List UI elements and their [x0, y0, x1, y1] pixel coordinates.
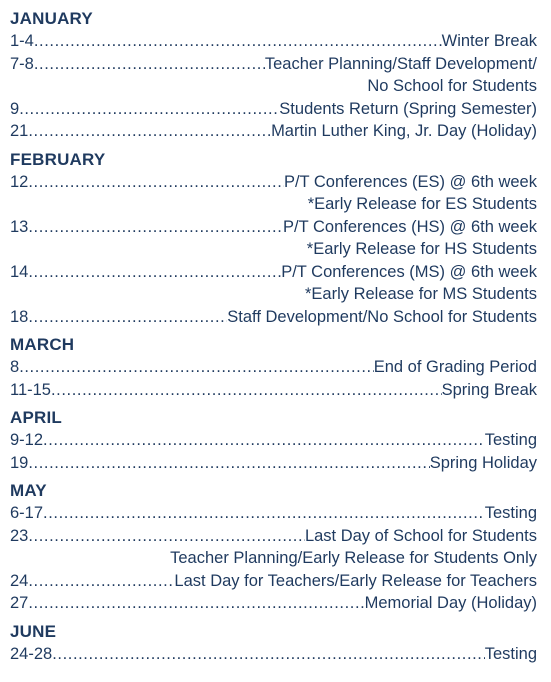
entry-continuation: Teacher Planning/Early Release for Students Only [170, 549, 537, 567]
school-calendar [10, 8, 537, 665]
calendar-entry [10, 570, 537, 593]
calendar-entry [10, 356, 537, 379]
entry-description: Martin Luther King, Jr. Day (Holiday) [271, 122, 537, 140]
entry-date: 12 [10, 172, 29, 191]
month-section [10, 621, 537, 666]
calendar-entry [10, 53, 537, 76]
month-heading: JUNE [10, 621, 57, 641]
entry-description: Testing [484, 504, 537, 522]
entry-continuation: *Early Release for MS Students [304, 285, 537, 303]
entry-description: Memorial Day (Holiday) [364, 594, 537, 612]
dot-leader [43, 502, 485, 525]
month-section [10, 8, 537, 143]
calendar-entry [10, 120, 537, 143]
entry-description: P/T Conferences (HS) @ 6th week [283, 217, 537, 236]
month-section [10, 334, 537, 401]
entry-description: Spring Holiday [429, 453, 537, 472]
dot-leader [28, 452, 429, 475]
entry-continuation: *Early Release for HS Students [306, 240, 537, 258]
entry-date: 9-12 [10, 431, 44, 449]
dot-leader [34, 30, 442, 53]
month-heading: APRIL [10, 408, 62, 427]
entry-date: 13 [10, 217, 29, 236]
dot-leader [28, 120, 271, 143]
entry-date: 23 [10, 526, 29, 545]
entry-date: 8 [10, 358, 20, 376]
dot-leader [28, 261, 281, 284]
entry-description: Testing [484, 431, 537, 449]
calendar-entry [10, 30, 537, 53]
calendar-entry [10, 643, 537, 666]
dot-leader [19, 356, 374, 379]
month-heading: MARCH [10, 335, 75, 354]
dot-leader [52, 643, 485, 666]
entry-description: Spring Break [441, 380, 537, 399]
dot-leader [28, 592, 364, 615]
month-heading: JANUARY [10, 9, 93, 28]
entry-description: Winter Break [441, 32, 537, 50]
month-section [10, 480, 537, 615]
calendar-entry [10, 502, 537, 525]
entry-description: Students Return (Spring Semester) [279, 99, 537, 118]
calendar-entry [10, 379, 537, 402]
calendar-entry [10, 261, 537, 284]
dot-leader [28, 171, 284, 194]
dot-leader [43, 429, 485, 452]
dot-leader [28, 570, 174, 593]
entry-description: Testing [484, 644, 537, 663]
entry-date: 19 [10, 453, 29, 472]
entry-date: 21 [10, 122, 29, 140]
entry-date: 24-28 [10, 644, 53, 663]
entry-date: 24 [10, 571, 29, 590]
entry-description: Last Day for Teachers/Early Release for Teachers [174, 571, 537, 590]
entry-date: 1-4 [10, 32, 34, 50]
calendar-entry [10, 452, 537, 475]
entry-continuation: No School for Students [367, 77, 537, 95]
dot-leader [19, 98, 279, 121]
entry-continuation: *Early Release for ES Students [307, 195, 537, 213]
calendar-entry [10, 592, 537, 615]
entry-date: 27 [10, 594, 29, 612]
month-heading: FEBRUARY [10, 149, 106, 169]
month-heading: MAY [10, 481, 47, 500]
dot-leader [28, 525, 305, 548]
entry-date: 6-17 [10, 504, 44, 522]
dot-leader [28, 216, 283, 239]
calendar-entry [10, 525, 537, 548]
entry-date: 9 [10, 99, 20, 118]
entry-date: 18 [10, 307, 29, 326]
entry-date: 14 [10, 262, 29, 281]
dot-leader [28, 306, 227, 329]
calendar-entry [10, 171, 537, 194]
calendar-entry [10, 306, 537, 329]
calendar-entry [10, 98, 537, 121]
entry-description: P/T Conferences (ES) @ 6th week [283, 172, 537, 191]
entry-description: P/T Conferences (MS) @ 6th week [281, 262, 537, 281]
calendar-entry [10, 216, 537, 239]
month-section [10, 407, 537, 474]
entry-date: 11-15 [10, 380, 51, 399]
month-section [10, 149, 537, 329]
dot-leader [51, 379, 442, 402]
entry-description: End of Grading Period [373, 358, 537, 376]
entry-description: Staff Development/No School for Students [227, 307, 537, 326]
calendar-entry [10, 429, 537, 452]
dot-leader [34, 53, 265, 76]
entry-description: Last Day of School for Students [304, 526, 537, 545]
entry-date: 7-8 [10, 54, 34, 73]
entry-description: Teacher Planning/Staff Development/ [264, 54, 537, 73]
